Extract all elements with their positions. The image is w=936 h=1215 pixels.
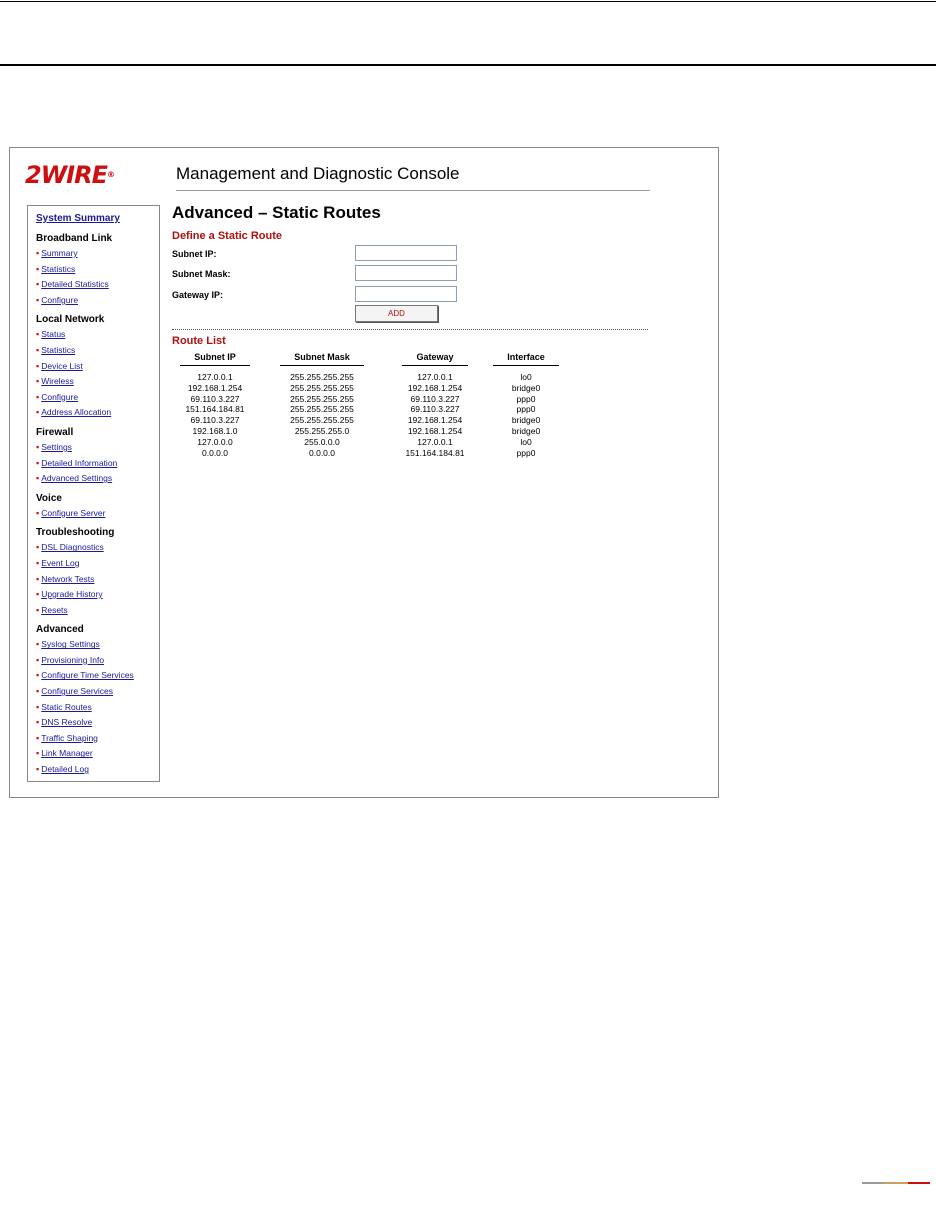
table-cell: 192.168.1.254 <box>187 382 243 393</box>
bullet-icon: ▪ <box>36 589 40 600</box>
sidebar-item[interactable] <box>36 440 159 456</box>
table-cell: 255.255.255.255 <box>290 382 354 393</box>
table-cell: 127.0.0.1 <box>417 436 453 447</box>
subnet-ip-input[interactable] <box>355 245 457 261</box>
bullet-icon: ▪ <box>36 764 40 775</box>
sidebar-item-label: Syslog Settings <box>41 639 100 650</box>
table-cell: lo0 <box>520 372 532 382</box>
col-gateway: Gateway <box>384 350 486 369</box>
table-cell: 255.255.255.255 <box>290 415 354 426</box>
table-cell: 69.110.3.227 <box>410 404 460 415</box>
sidebar-item[interactable] <box>36 540 159 556</box>
sidebar-item-label: Traffic Shaping <box>41 732 98 743</box>
table-row <box>170 394 566 405</box>
sidebar-item[interactable] <box>36 277 159 293</box>
bullet-icon: ▪ <box>36 542 40 553</box>
sidebar-item-label: Configure Services <box>41 686 114 697</box>
route-table <box>170 350 566 458</box>
console-title: Management and Diagnostic Console <box>176 164 460 183</box>
bullet-icon: ▪ <box>36 654 40 665</box>
table-cell: 192.168.1.254 <box>407 415 463 426</box>
add-route-button[interactable]: ADD <box>355 305 438 322</box>
sidebar-item[interactable] <box>36 405 159 421</box>
route-list-title: Route List <box>172 335 226 347</box>
sidebar-item-label: Summary <box>41 248 78 258</box>
col-subnet-ip: Subnet IP <box>170 350 260 369</box>
bullet-icon: ▪ <box>36 573 40 584</box>
sidebar-item[interactable] <box>36 731 159 747</box>
sidebar-nav <box>27 205 160 782</box>
table-row <box>170 448 566 459</box>
footer-bar-grey <box>862 1182 884 1184</box>
sidebar-item-label: Statistics <box>41 263 76 274</box>
gateway-ip-input[interactable] <box>355 286 457 302</box>
table-cell: 127.0.0.0 <box>197 436 233 447</box>
table-cell: 192.168.1.254 <box>407 382 463 393</box>
sidebar-item[interactable] <box>36 506 159 522</box>
system-summary-link[interactable]: System Summary <box>36 213 120 224</box>
table-row <box>170 383 566 394</box>
header-divider <box>176 190 650 191</box>
footer-bar-tan <box>884 1182 908 1184</box>
sidebar-item[interactable] <box>36 746 159 762</box>
sidebar-item-label: Provisioning Info <box>41 654 105 665</box>
bullet-icon: ▪ <box>36 604 40 615</box>
sidebar-item-label: Settings <box>41 441 72 452</box>
sidebar-item-label: Wireless <box>41 376 74 387</box>
bullet-icon: ▪ <box>36 639 40 650</box>
bullet-icon: ▪ <box>36 391 40 402</box>
table-cell: lo0 <box>520 436 532 447</box>
route-table-header <box>170 350 566 369</box>
sidebar-item-label: Configure Server <box>41 507 106 518</box>
subnet-mask-input[interactable] <box>355 265 457 281</box>
table-row <box>170 404 566 415</box>
sidebar-item[interactable] <box>36 653 159 669</box>
sidebar-section <box>36 427 159 487</box>
table-cell: ppp0 <box>516 447 536 458</box>
sidebar-section-title: Broadband Link <box>36 233 113 244</box>
table-cell: bridge0 <box>511 382 541 393</box>
table-cell: 69.110.3.227 <box>410 393 460 404</box>
sidebar-section <box>36 233 159 308</box>
sidebar-item[interactable] <box>36 359 159 375</box>
sidebar-item-label: Network Tests <box>41 573 95 584</box>
sidebar-item-label: Detailed Log <box>41 764 89 775</box>
bullet-icon: ▪ <box>36 686 40 697</box>
sidebar-item-label: Device List <box>41 360 83 371</box>
sidebar-item[interactable] <box>36 684 159 700</box>
section-divider <box>172 329 648 330</box>
table-row <box>170 415 566 426</box>
bullet-icon: ▪ <box>36 360 40 371</box>
table-cell: 255.0.0.0 <box>304 436 340 447</box>
bullet-icon: ▪ <box>36 441 40 452</box>
sidebar-item[interactable] <box>36 327 159 343</box>
sidebar-section-title: Advanced <box>36 624 84 636</box>
sidebar-item[interactable] <box>36 343 159 359</box>
sidebar-item[interactable] <box>36 668 159 684</box>
sidebar-item-label: DSL Diagnostics <box>41 542 104 553</box>
sidebar-section <box>36 624 159 777</box>
sidebar-section-title: Local Network <box>36 314 105 326</box>
sidebar-item-label: Upgrade History <box>41 589 103 600</box>
bullet-icon: ▪ <box>36 701 40 712</box>
sidebar-item[interactable] <box>36 637 159 653</box>
table-cell: 151.164.184.81 <box>405 447 465 458</box>
sidebar-item-label: Statistics <box>41 344 76 355</box>
sidebar-item[interactable] <box>36 556 159 572</box>
sidebar-item[interactable] <box>36 293 159 309</box>
gateway-ip-label: Gateway IP: <box>172 290 224 300</box>
sidebar-section <box>36 493 159 522</box>
sidebar-item[interactable] <box>36 374 159 390</box>
table-cell: ppp0 <box>516 404 536 415</box>
bullet-icon: ▪ <box>36 670 40 681</box>
bullet-icon: ▪ <box>36 344 40 355</box>
table-cell: ppp0 <box>516 393 536 404</box>
table-cell: 127.0.0.1 <box>197 372 233 382</box>
sidebar-section <box>36 314 159 421</box>
table-cell: 255.255.255.0 <box>294 425 350 436</box>
table-cell: 0.0.0.0 <box>202 447 228 458</box>
table-cell: bridge0 <box>511 415 541 426</box>
subnet-mask-label: Subnet Mask: <box>172 269 231 279</box>
bullet-icon: ▪ <box>36 732 40 743</box>
bullet-icon: ▪ <box>36 294 40 305</box>
brand-logo[interactable]: 2WIRE® <box>25 161 114 189</box>
bullet-icon: ▪ <box>36 457 40 468</box>
sidebar-item[interactable] <box>36 262 159 278</box>
table-cell: 255.255.255.255 <box>290 404 354 415</box>
bullet-icon: ▪ <box>36 263 40 274</box>
sidebar-item[interactable] <box>36 587 159 603</box>
table-row <box>170 369 566 383</box>
table-cell: 69.110.3.227 <box>190 415 240 426</box>
sidebar-item[interactable] <box>36 700 159 716</box>
sidebar-item-label: Resets <box>41 604 68 615</box>
bullet-icon: ▪ <box>36 329 40 340</box>
sidebar-item[interactable] <box>36 390 159 406</box>
sidebar-item-label: Status <box>41 329 66 340</box>
sidebar-item[interactable] <box>36 603 159 619</box>
screenshot-frame <box>9 147 719 798</box>
table-cell: 151.164.184.81 <box>185 404 245 415</box>
bullet-icon: ▪ <box>36 376 40 387</box>
table-row <box>170 437 566 448</box>
sidebar-item-label: Configure Time Services <box>41 670 134 681</box>
top-rule <box>0 1 936 2</box>
sidebar-section-title: Firewall <box>36 426 74 438</box>
page-title: Advanced – Static Routes <box>172 203 381 222</box>
bullet-icon: ▪ <box>36 473 40 484</box>
header-rule <box>0 64 936 66</box>
sidebar-item-label: Link Manager <box>41 748 93 759</box>
bullet-icon: ▪ <box>36 557 40 568</box>
table-cell: 0.0.0.0 <box>309 447 335 458</box>
sidebar-item-label: DNS Resolve <box>41 717 93 728</box>
footer-bar-red <box>908 1182 930 1184</box>
sidebar-item-label: Detailed Information <box>41 457 118 468</box>
bullet-icon: ▪ <box>36 279 40 290</box>
sidebar-item-label: Detailed Statistics <box>41 279 109 290</box>
sidebar-item-label: Address Allocation <box>41 407 112 418</box>
sidebar-item-label: Configure <box>41 294 79 305</box>
table-cell: bridge0 <box>511 425 541 436</box>
subnet-ip-label: Subnet IP: <box>172 249 217 259</box>
table-cell: 255.255.255.255 <box>290 372 354 382</box>
col-subnet-mask: Subnet Mask <box>260 350 384 369</box>
sidebar-item[interactable] <box>36 456 159 472</box>
bullet-icon: ▪ <box>36 248 40 258</box>
col-interface: Interface <box>486 350 566 369</box>
sidebar-item[interactable] <box>36 715 159 731</box>
sidebar-item[interactable] <box>36 246 159 262</box>
sidebar-section-title: Voice <box>36 492 62 504</box>
sidebar-item[interactable] <box>36 762 159 778</box>
bullet-icon: ▪ <box>36 717 40 728</box>
sidebar-section <box>36 527 159 618</box>
table-cell: 255.255.255.255 <box>290 393 354 404</box>
bullet-icon: ▪ <box>36 507 40 518</box>
table-row <box>170 426 566 437</box>
sidebar-item-label: Event Log <box>41 557 80 568</box>
sidebar-item[interactable] <box>36 572 159 588</box>
table-cell: 127.0.0.1 <box>417 372 453 382</box>
sidebar-item-label: Configure <box>41 391 79 402</box>
define-route-title: Define a Static Route <box>172 230 283 242</box>
sidebar-section-title: Troubleshooting <box>36 527 115 539</box>
bullet-icon: ▪ <box>36 748 40 759</box>
table-cell: 192.168.1.254 <box>407 425 463 436</box>
table-cell: 192.168.1.0 <box>192 425 238 436</box>
sidebar-item-label: Static Routes <box>41 701 92 712</box>
sidebar-item-label: Advanced Settings <box>41 473 113 484</box>
bullet-icon: ▪ <box>36 407 40 418</box>
sidebar-item[interactable] <box>36 471 159 487</box>
table-cell: 69.110.3.227 <box>190 393 240 404</box>
